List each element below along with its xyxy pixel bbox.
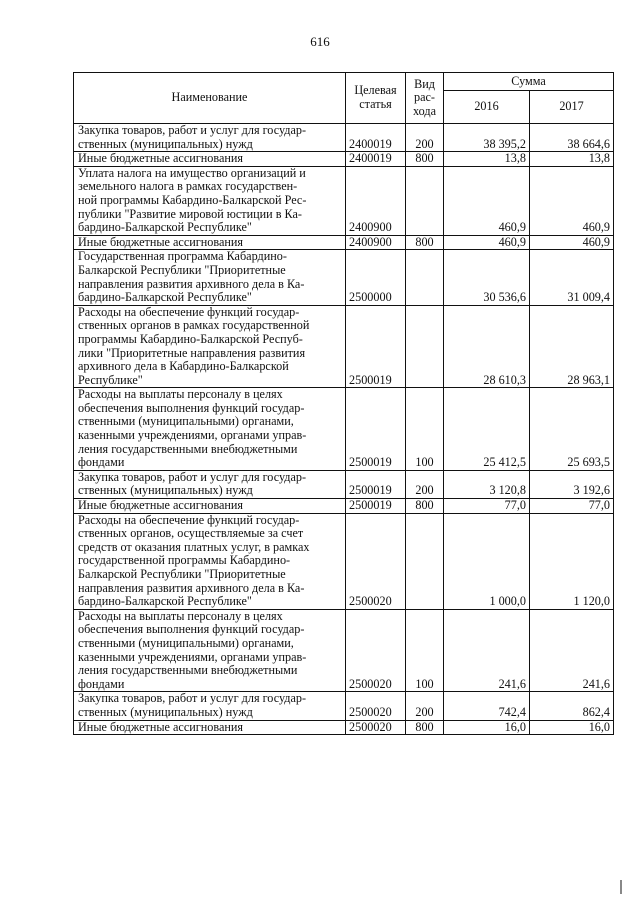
row-target-code: 2500020 [346, 513, 406, 609]
row-expense-type: 200 [406, 692, 444, 720]
row-expense-type: 800 [406, 720, 444, 735]
row-expense-type: 200 [406, 124, 444, 152]
row-value-2017: 16,0 [530, 720, 614, 735]
row-name: Расходы на выплаты персоналу в целях обеспечения выполнения функций государ- ственными (муниципальными) органами, казенными учреждениями, органами управ- ления государственными внебюджетными фондами [74, 388, 346, 471]
row-target-code: 2500000 [346, 250, 406, 305]
header-expense-type: Вид рас- хода [406, 73, 444, 124]
table-row [74, 235, 614, 250]
header-code: Целевая статья [346, 73, 406, 124]
row-value-2017: 13,8 [530, 152, 614, 167]
row-target-code: 2400019 [346, 152, 406, 167]
table-row [74, 692, 614, 720]
row-expense-type [406, 166, 444, 235]
row-target-code: 2400900 [346, 235, 406, 250]
row-expense-type [406, 513, 444, 609]
row-value-2016: 460,9 [444, 235, 530, 250]
row-name: Иные бюджетные ассигнования [74, 499, 346, 514]
row-value-2016: 30 536,6 [444, 250, 530, 305]
row-expense-type: 800 [406, 235, 444, 250]
row-target-code: 2500019 [346, 499, 406, 514]
row-value-2016: 742,4 [444, 692, 530, 720]
table-row [74, 250, 614, 305]
table-row [74, 305, 614, 388]
row-target-code: 2500019 [346, 470, 406, 498]
row-expense-type [406, 305, 444, 388]
row-target-code: 2400900 [346, 166, 406, 235]
row-target-code: 2500019 [346, 305, 406, 388]
row-value-2017: 460,9 [530, 166, 614, 235]
scan-edge-mark [620, 880, 622, 894]
row-name: Иные бюджетные ассигнования [74, 720, 346, 735]
row-value-2017: 460,9 [530, 235, 614, 250]
row-expense-type: 200 [406, 470, 444, 498]
table-row [74, 720, 614, 735]
table-row [74, 499, 614, 514]
row-name: Расходы на обеспечение функций государ- ственных органов, осуществляемые за счет средств от оказания платных услуг, в рамках государственной программы Кабардино- Балкарской Республики "Приоритетные направления развития архивного дела в Ка- бардино-Балкарской Республике" [74, 513, 346, 609]
row-name: Расходы на обеспечение функций государ- ственных органов в рамках государственной программы Кабардино-Балкарской Респуб- лики "Приоритетные направления развития архивного дела в Кабардино-Балкарской Республике" [74, 305, 346, 388]
row-value-2016: 13,8 [444, 152, 530, 167]
row-value-2016: 77,0 [444, 499, 530, 514]
row-name: Уплата налога на имущество организаций и земельного налога в рамках государствен- ной программы Кабардино-Балкарской Рес- публики "Развитие мировой юстиции в Ка- бардино-Балкарской Республике" [74, 166, 346, 235]
table-row [74, 124, 614, 152]
row-name: Закупка товаров, работ и услуг для государ- ственных (муниципальных) нужд [74, 692, 346, 720]
row-value-2017: 31 009,4 [530, 250, 614, 305]
row-target-code: 2500020 [346, 609, 406, 692]
row-value-2016: 3 120,8 [444, 470, 530, 498]
row-value-2017: 241,6 [530, 609, 614, 692]
row-name: Государственная программа Кабардино- Балкарской Республики "Приоритетные направления развития архивного дела в Ка- бардино-Балкарской Республике" [74, 250, 346, 305]
row-name: Закупка товаров, работ и услуг для государ- ственных (муниципальных) нужд [74, 470, 346, 498]
header-sum: Сумма [444, 73, 614, 91]
page-number: 616 [310, 34, 330, 49]
row-value-2016: 28 610,3 [444, 305, 530, 388]
row-name: Иные бюджетные ассигнования [74, 235, 346, 250]
row-expense-type: 800 [406, 499, 444, 514]
row-expense-type: 100 [406, 609, 444, 692]
row-value-2017: 3 192,6 [530, 470, 614, 498]
table-row [74, 470, 614, 498]
row-value-2017: 862,4 [530, 692, 614, 720]
row-value-2016: 25 412,5 [444, 388, 530, 471]
row-value-2016: 16,0 [444, 720, 530, 735]
row-value-2017: 38 664,6 [530, 124, 614, 152]
header-name: Наименование [74, 73, 346, 124]
table-body [74, 124, 614, 735]
row-target-code: 2500020 [346, 692, 406, 720]
row-expense-type: 800 [406, 152, 444, 167]
row-value-2017: 25 693,5 [530, 388, 614, 471]
row-value-2016: 460,9 [444, 166, 530, 235]
row-name: Закупка товаров, работ и услуг для государ- ственных (муниципальных) нужд [74, 124, 346, 152]
row-value-2016: 241,6 [444, 609, 530, 692]
table-row [74, 152, 614, 167]
row-target-code: 2500019 [346, 388, 406, 471]
header-year-2016: 2016 [444, 91, 530, 124]
row-expense-type: 100 [406, 388, 444, 471]
row-name: Иные бюджетные ассигнования [74, 152, 346, 167]
row-value-2017: 28 963,1 [530, 305, 614, 388]
table-row [74, 166, 614, 235]
row-value-2017: 77,0 [530, 499, 614, 514]
row-value-2017: 1 120,0 [530, 513, 614, 609]
header-year-2017: 2017 [530, 91, 614, 124]
table-row [74, 513, 614, 609]
row-value-2016: 38 395,2 [444, 124, 530, 152]
row-target-code: 2400019 [346, 124, 406, 152]
row-target-code: 2500020 [346, 720, 406, 735]
budget-table [73, 72, 614, 735]
table-row [74, 609, 614, 692]
row-expense-type [406, 250, 444, 305]
row-name: Расходы на выплаты персоналу в целях обеспечения выполнения функций государ- ственными (муниципальными) органами, казенными учреждениями, органами управ- ления государственными внебюджетными фондами [74, 609, 346, 692]
row-value-2016: 1 000,0 [444, 513, 530, 609]
table-row [74, 388, 614, 471]
